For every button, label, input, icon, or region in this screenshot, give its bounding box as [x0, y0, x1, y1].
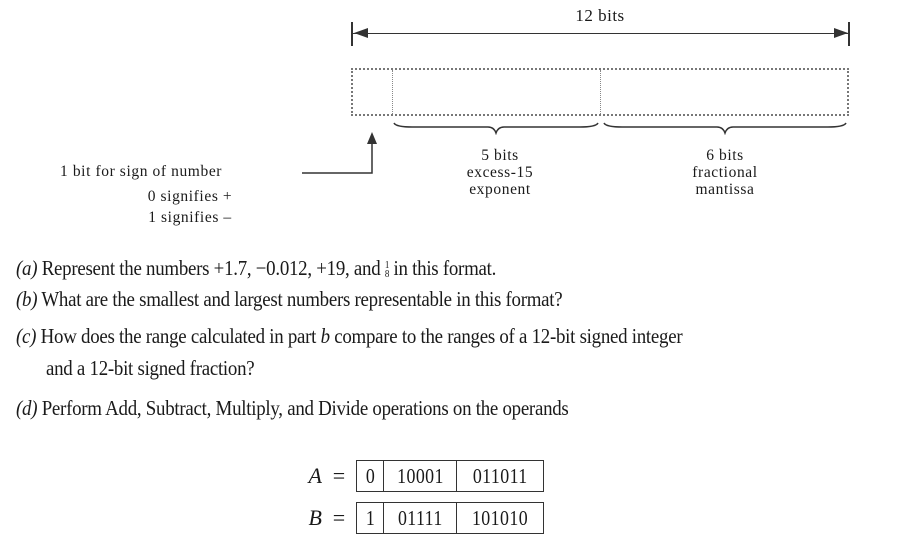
dimension-line — [352, 33, 850, 34]
mantissa-brace-icon — [602, 121, 848, 135]
question-b — [16, 286, 562, 312]
sign-value: 1 — [365, 505, 375, 530]
question-text: What are the smallest and largest numbers representable in this format? — [41, 287, 563, 311]
question-text: Perform Add, Subtract, Multiply, and Divide operations on the operands — [41, 396, 569, 420]
dimension-right-tick — [848, 22, 850, 46]
equals-sign: = — [332, 505, 346, 530]
mantissa-caption-line: fractional — [692, 164, 758, 181]
question-label: (a) — [16, 256, 38, 280]
exponent-caption-line: exponent — [469, 181, 531, 198]
question-label: (d) — [16, 396, 38, 420]
operand-bit-box — [356, 460, 544, 492]
mantissa-value: 101010 — [471, 505, 529, 530]
mantissa-caption-line: 6 bits — [706, 147, 744, 164]
operand-b — [296, 501, 544, 535]
dimension-left-tick — [351, 22, 353, 46]
operand-sign-cell — [357, 503, 383, 533]
sign-meaning-minus: 1 signifies – — [148, 209, 232, 226]
operand-name: B — [308, 505, 322, 530]
operand-mantissa-cell — [456, 503, 543, 533]
register-diagram — [351, 68, 849, 116]
operand-exponent-cell — [383, 503, 456, 533]
arrow-right-icon — [834, 28, 848, 38]
fraction-numerator: 1 — [384, 260, 390, 272]
operand-name: A — [308, 463, 322, 488]
mantissa-value: 011011 — [472, 463, 528, 488]
operand-bit-box — [356, 502, 544, 534]
question-text-end: compare to the ranges of a 12-bit signed integer — [329, 324, 683, 348]
question-a — [16, 255, 496, 281]
question-text: Represent the numbers +1.7, −0.012, +19, and — [41, 256, 385, 280]
exponent-brace-icon — [392, 121, 600, 135]
equals-sign: = — [332, 463, 346, 488]
mantissa-caption — [625, 147, 825, 198]
fraction-denominator: 8 — [384, 269, 390, 281]
sign-caption: 1 bit for sign of number — [60, 163, 223, 180]
mantissa-caption-line: mantissa — [695, 181, 755, 198]
exponent-value: 10001 — [396, 463, 444, 488]
operand-a — [296, 459, 544, 493]
question-label: (c) — [16, 324, 37, 348]
question-c-continuation: and a 12-bit signed fraction? — [46, 356, 255, 380]
exponent-caption — [400, 147, 600, 198]
sign-bit-field — [353, 70, 393, 114]
sign-pointer-arrow-icon — [300, 130, 380, 180]
sign-value: 0 — [365, 463, 375, 488]
question-c — [16, 323, 682, 349]
operand-sign-cell — [357, 461, 383, 491]
sign-meaning-plus: 0 signifies + — [147, 188, 233, 205]
mantissa-field — [601, 70, 847, 114]
operand-exponent-cell — [383, 461, 456, 491]
question-text-end: in this format. — [389, 256, 497, 280]
arrow-left-icon — [354, 28, 368, 38]
question-d — [16, 395, 569, 421]
part-reference: b — [320, 324, 330, 348]
exponent-caption-line: excess-15 — [466, 164, 534, 181]
operand-mantissa-cell — [456, 461, 543, 491]
exponent-value: 01111 — [397, 505, 443, 530]
exponent-caption-line: 5 bits — [481, 147, 519, 164]
question-label: (b) — [16, 287, 38, 311]
question-text: How does the range calculated in part — [40, 324, 321, 348]
exponent-field — [393, 70, 601, 114]
total-bits-label: 12 bits — [575, 6, 625, 25]
